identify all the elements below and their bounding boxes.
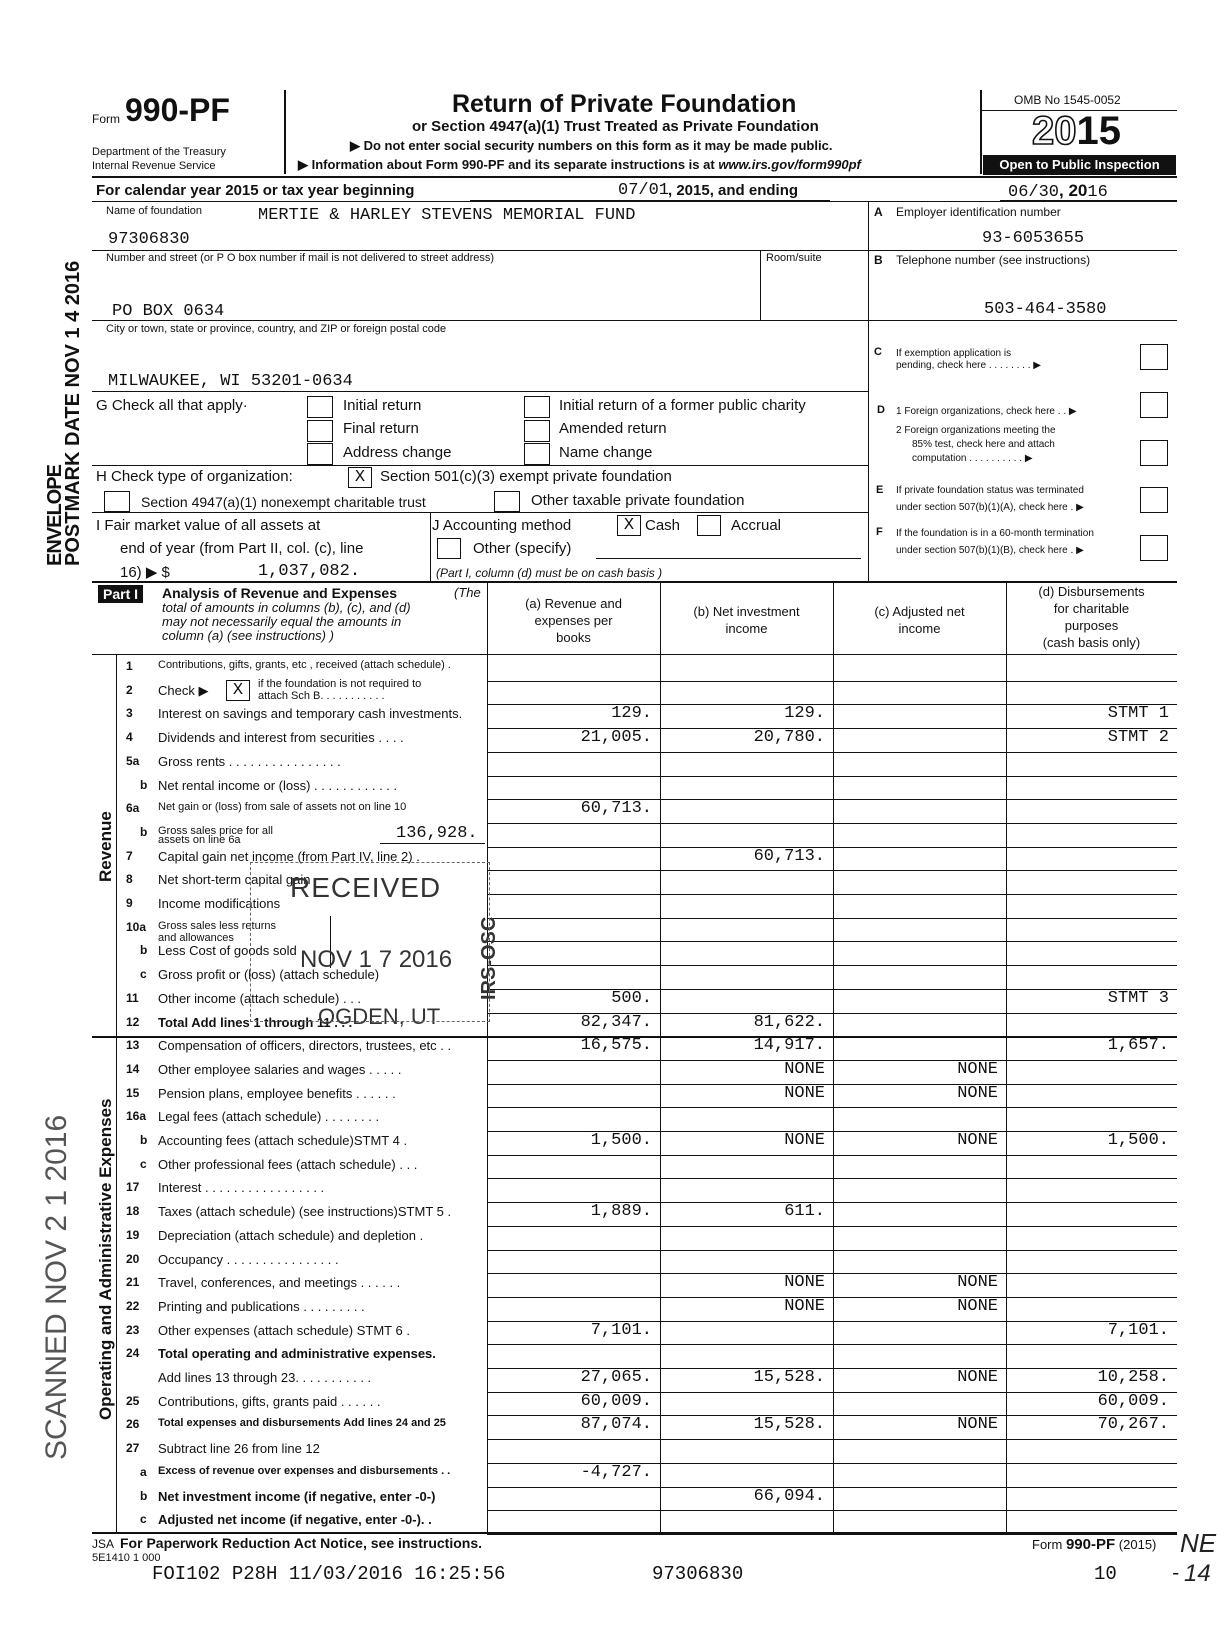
cell-a[interactable]: 16,575. [580, 1036, 652, 1056]
cell-a[interactable]: 129. [611, 704, 652, 724]
column-header-d-line: purposes [1064, 618, 1119, 633]
name-change-label: Name change [559, 444, 653, 461]
line-number: 9 [126, 896, 133, 910]
margin-note2: 14 [1184, 1560, 1211, 1587]
column-header-d-line: (cash basis only) [1042, 635, 1141, 650]
cell-d[interactable]: 60,009. [1097, 1391, 1169, 1411]
cell-b[interactable]: 14,917. [753, 1036, 825, 1056]
exemption-pending-checkbox[interactable] [1140, 344, 1168, 370]
foundation-name[interactable]: MERTIE & HARLEY STEVENS MEMORIAL FUND [258, 206, 636, 225]
end-date: 06/30, 2016 [1008, 181, 1108, 202]
cell-b[interactable]: 66,094. [753, 1486, 825, 1506]
amended-return-checkbox[interactable] [524, 420, 550, 442]
part-i-desc4: column (a) (see instructions) ) [162, 628, 334, 643]
form-title: Return of Private Foundation [452, 90, 797, 118]
line-number: 13 [126, 1038, 140, 1053]
amended-return-label: Amended return [559, 420, 667, 437]
part-i-desc2: total of amounts in columns (b), (c), and (d) [162, 600, 411, 615]
c-text1: If exemption application is [896, 348, 1012, 359]
envelope-stamp: ENVELOPE [44, 465, 66, 566]
part-i-desc3: may not necessarily equal the amounts in [162, 614, 402, 629]
name-label: Name of foundation [106, 205, 203, 217]
row-label: Add lines 13 through 23. . . . . . . . . . . [158, 1370, 372, 1385]
line-number: 1 [126, 659, 133, 673]
irs-url: www.irs.gov/form990pf [718, 157, 861, 172]
initial-former-checkbox[interactable] [524, 396, 550, 418]
other-taxable-label: Other taxable private foundation [531, 492, 745, 509]
i-line3: 16) ▶ $ [120, 564, 170, 581]
ein-letter: A [874, 205, 883, 219]
row-label: Dividends and interest from securities . . . . [158, 730, 404, 746]
row-label: Total expenses and disbursements Add lines 24 and 25 [158, 1417, 446, 1430]
line-number: b [140, 777, 148, 792]
page-number: 10 [1094, 1563, 1117, 1585]
cell-a[interactable]: 27,065. [580, 1368, 652, 1387]
cell-a[interactable]: -4,727. [580, 1462, 652, 1482]
final-return-checkbox[interactable] [307, 420, 333, 442]
cell-b[interactable]: NONE [784, 1131, 825, 1150]
page-dash: - [1170, 1563, 1182, 1585]
4947-label: Section 4947(a)(1) nonexempt charitable trust [141, 494, 426, 510]
line-number: 5a [126, 753, 140, 768]
c-text2: pending, check here . . . . . . . . ▶ [896, 360, 1041, 371]
row-label: Net investment income (if negative, enter -0-) [158, 1488, 436, 1504]
line-number: 24 [126, 1346, 140, 1361]
ein-value[interactable]: 93-6053655 [982, 229, 1085, 248]
row-label: Other professional fees (attach schedule) . . . [158, 1156, 418, 1172]
cell-b[interactable]: NONE [784, 1083, 825, 1103]
cash-basis-note: (Part I, column (d) must be on cash basis ) [436, 566, 663, 580]
row-label: Gross sales price for all [158, 824, 273, 837]
line-number: 10a [126, 919, 147, 934]
received-date-stamp: NOV 1 7 2016 [300, 946, 453, 973]
row-label: Occupancy . . . . . . . . . . . . . . . . [158, 1251, 339, 1267]
line-number: 4 [126, 730, 133, 745]
cash-label: Cash [645, 517, 681, 534]
i-line2: end of year (from Part II, col. (c), line [120, 540, 364, 557]
row-label: Interest on savings and temporary cash investments. [158, 706, 463, 722]
info-note: ▶ Information about Form 990-PF and its separate instructions is at www.irs.gov/form990pf [298, 157, 861, 172]
column-header-d-line: for charitable [1053, 601, 1130, 616]
row-label: Accounting fees (attach schedule)STMT 4 . [158, 1133, 408, 1148]
cell-d[interactable]: 70,267. [1097, 1415, 1169, 1435]
row-label: Total operating and administrative expenses. [158, 1346, 436, 1362]
line-number: 19 [126, 1227, 140, 1242]
line-number: 25 [126, 1393, 140, 1408]
row-label: Gross profit or (loss) (attach schedule) [158, 967, 380, 983]
account-number[interactable]: 97306830 [108, 230, 190, 249]
gross-sales-price-value[interactable]: 136,928. [396, 824, 478, 843]
d-letter: D [877, 404, 885, 416]
line-number: 26 [126, 1417, 140, 1432]
cell-c[interactable]: NONE [957, 1368, 998, 1387]
scanned-stamp: SCANNED NOV 2 1 2016 [40, 1114, 73, 1460]
cell-c[interactable]: NONE [957, 1083, 998, 1103]
line-number: 27 [126, 1441, 140, 1456]
line-number: 17 [126, 1180, 140, 1195]
footer-jsa: JSA [92, 1537, 115, 1551]
cell-a[interactable]: 60,009. [580, 1391, 652, 1411]
line-number: c [140, 1156, 147, 1171]
cell-b[interactable]: 15,528. [753, 1368, 825, 1387]
irs-osc-stamp: IRS-OSC [478, 916, 500, 1000]
street-address[interactable]: PO BOX 0634 [112, 302, 225, 321]
c-letter: C [874, 346, 882, 358]
line-number: b [140, 943, 148, 958]
row-label: Pension plans, employee benefits . . . . . . [158, 1085, 396, 1101]
ein-label: Employer identification number [896, 205, 1061, 219]
line-number: 2 [126, 682, 133, 697]
cell-c[interactable]: NONE [957, 1131, 998, 1150]
ogden-stamp: OGDEN, UT [318, 1004, 441, 1029]
d2-text2: 85% test, check here and attach [912, 439, 1055, 450]
row-label: Income modifications [158, 896, 281, 911]
row-label: Printing and publications . . . . . . . . . [158, 1298, 365, 1314]
line-number: b [140, 1133, 148, 1147]
line-number: 20 [126, 1251, 140, 1266]
part-i-title: Analysis of Revenue and Expenses [162, 585, 397, 601]
line-number: 23 [126, 1322, 140, 1337]
f-text1: If the foundation is in a 60-month termination [896, 528, 1094, 539]
cell-b[interactable]: 15,528. [753, 1415, 825, 1435]
row-label: Subtract line 26 from line 12 [158, 1441, 320, 1457]
phone-value[interactable]: 503-464-3580 [984, 300, 1107, 319]
other-method-checkbox[interactable] [437, 538, 461, 559]
row-label: Interest . . . . . . . . . . . . . . . . . [158, 1180, 325, 1196]
dept-line2: Internal Revenue Service [92, 160, 216, 172]
row-label: Compensation of officers, directors, trustees, etc . . [158, 1038, 452, 1054]
f-text2: under section 507(b)(1)(B), check here . ▶ [896, 545, 1084, 556]
open-public-banner: Open to Public Inspection [983, 155, 1176, 175]
line-number: c [140, 967, 147, 982]
row-label: Contributions, gifts, grants paid . . . . . . [158, 1393, 381, 1409]
line-number: 3 [126, 706, 133, 721]
row-label: Legal fees (attach schedule) . . . . . . . . [158, 1109, 380, 1125]
final-return-label: Final return [343, 420, 419, 437]
e-text2: under section 507(b)(1)(A), check here . ▶ [896, 502, 1084, 513]
row-label: Depreciation (attach schedule) and depletion . [158, 1227, 424, 1243]
ssn-warning: ▶ Do not enter social security numbers on this form as it may be made public. [350, 138, 833, 153]
calendar-prefix: For calendar year 2015 or tax year beginning [96, 182, 415, 199]
row-label: Total Add lines 1 through 11 . . . [158, 1014, 353, 1030]
margin-note1: NE [1180, 1528, 1217, 1558]
d2-text1: 2 Foreign organizations meeting the [896, 425, 1056, 436]
part-i-tag: Part I [98, 585, 143, 603]
cell-a[interactable]: 500. [611, 988, 652, 1008]
cell-b[interactable]: 60,713. [753, 846, 825, 866]
g-label: G Check all that apply· [96, 397, 248, 414]
tax-year: 2015 [1032, 109, 1121, 153]
footer-form: Form 990-PF (2015) [1032, 1536, 1157, 1553]
revenue-label: Revenue [96, 811, 115, 882]
row6b-text2: assets on line 6a [158, 834, 241, 846]
row10a-text2: and allowances [158, 932, 234, 944]
4947-checkbox[interactable] [104, 491, 130, 512]
line-number: b [140, 824, 148, 839]
line-number: 22 [126, 1298, 140, 1313]
accrual-label: Accrual [731, 517, 782, 534]
other-method-label: Other (specify) [473, 540, 572, 557]
line-number: c [140, 1512, 147, 1527]
cell-d[interactable]: 1,657. [1107, 1036, 1169, 1056]
jsa-code: 5E1410 1 000 [92, 1552, 161, 1564]
part-i-desc1: (The [454, 585, 481, 600]
line-number: 7 [126, 848, 133, 863]
row-label: Gross sales less returns [158, 919, 276, 932]
f-letter: F [876, 526, 883, 538]
cell-b[interactable]: 129. [784, 704, 825, 724]
cell-c[interactable]: NONE [957, 1415, 998, 1435]
row-label: Gross rents . . . . . . . . . . . . . . . . [158, 753, 341, 769]
initial-former-label: Initial return of a former public charity [559, 397, 806, 414]
sch-b-checkbox[interactable]: X [226, 680, 250, 701]
line-number: a [140, 1464, 147, 1479]
e-letter: E [876, 484, 884, 496]
501c3-checkbox[interactable]: X [348, 467, 372, 488]
d1-text: 1 Foreign organizations, check here . . ▶ [896, 406, 1077, 417]
column-header-c-line: (c) Adjusted net [874, 604, 965, 619]
row-label: Net short-term capital gain [158, 872, 311, 888]
h-label: H Check type of organization: [96, 468, 293, 485]
cell-b[interactable]: NONE [784, 1059, 825, 1079]
line-number: 8 [126, 872, 133, 887]
row-label: Contributions, gifts, grants, etc , received (attach schedule) . [158, 659, 451, 671]
line-number: 11 [126, 990, 139, 1005]
sch-b-text1: if the foundation is not required to [258, 678, 422, 690]
other-taxable-checkbox[interactable] [494, 491, 520, 512]
row-label: Other employee salaries and wages . . . . . [158, 1061, 402, 1077]
cell-b[interactable]: NONE [784, 1273, 825, 1293]
form-number: 990-PF [125, 92, 230, 128]
accounting-method-label: J Accounting method [432, 517, 572, 534]
paperwork-notice: For Paperwork Reduction Act Notice, see instructions. [120, 1535, 482, 1551]
row-label: Taxes (attach schedule) (see instructions)STMT 5 . [158, 1204, 452, 1220]
cell-d[interactable]: 7,101. [1107, 1320, 1169, 1340]
line-number: 18 [126, 1204, 140, 1219]
e-text1: If private foundation status was terminated [896, 485, 1084, 496]
f-checkbox[interactable] [1140, 535, 1168, 561]
row-label: Net gain or (loss) from sale of assets not on line 10 [158, 801, 407, 814]
dept-line1: Department of the Treasury [92, 146, 226, 158]
line-number: 16a [126, 1109, 147, 1124]
cell-b[interactable]: NONE [784, 1296, 825, 1316]
footer-account: 97306830 [652, 1563, 744, 1585]
sch-b-text2: attach Sch B. . . . . . . . . . . [258, 690, 385, 702]
row-label: Net rental income or (loss) . . . . . . . . . . . . [158, 777, 398, 793]
cell-a[interactable]: 87,074. [580, 1415, 652, 1435]
i-line1: I Fair market value of all assets at [96, 517, 321, 534]
cell-a[interactable]: 7,101. [590, 1320, 652, 1340]
omb-number: OMB No 1545-0052 [1014, 93, 1121, 107]
line-number: b [140, 1488, 148, 1503]
column-header-a-line: (a) Revenue and [525, 596, 622, 611]
cell-c[interactable]: NONE [957, 1273, 998, 1293]
foreign-85-checkbox[interactable] [1140, 440, 1168, 466]
line-number: 21 [126, 1275, 140, 1290]
phone-letter: B [874, 253, 883, 267]
cell-a[interactable]: 60,713. [580, 799, 652, 819]
form-label: Form [92, 112, 120, 126]
expenses-label: Operating and Administrative Expenses [96, 1098, 115, 1420]
column-header-c-line: income [898, 621, 941, 636]
cell-a[interactable]: 1,889. [590, 1202, 652, 1222]
cell-a[interactable]: 82,347. [580, 1012, 652, 1032]
name-change-checkbox[interactable] [524, 443, 550, 465]
initial-return-checkbox[interactable] [307, 396, 333, 418]
column-header-a-line: books [556, 630, 591, 645]
street-label: Number and street (or P O box number if mail is not delivered to street address) [106, 252, 495, 264]
d2-text3: computation . . . . . . . . . . ▶ [912, 453, 1033, 464]
address-change-label: Address change [343, 444, 452, 461]
cell-c[interactable]: NONE [957, 1296, 998, 1316]
cell-d[interactable]: 1,500. [1107, 1131, 1169, 1150]
column-header-d-line: (d) Disbursements [1038, 584, 1145, 599]
city-label: City or town, state or province, country, and ZIP or foreign postal code [106, 323, 447, 335]
cell-a[interactable]: 21,005. [580, 728, 652, 748]
column-header-a-line: expenses per [534, 613, 613, 628]
calendar-mid: , 2015, and ending [668, 182, 799, 199]
cell-a[interactable]: 1,500. [590, 1131, 652, 1150]
line-number: 14 [126, 1061, 140, 1076]
row-label: Adjusted net income (if negative, enter -0-). . [158, 1512, 432, 1528]
cell-d[interactable]: STMT 3 [1107, 988, 1169, 1008]
cell-b[interactable]: 611. [784, 1202, 825, 1222]
row-label: Other expenses (attach schedule) STMT 6 . [158, 1322, 410, 1338]
begin-date[interactable]: 07/01 [618, 181, 670, 200]
received-stamp: RECEIVED [290, 872, 442, 903]
line-number: 15 [126, 1085, 140, 1100]
cell-b[interactable]: 20,780. [753, 728, 825, 748]
row-label: Other income (attach schedule) . . . [158, 990, 362, 1006]
row-label: Check ▶ [158, 682, 209, 698]
column-header-b-line: (b) Net investment [693, 604, 800, 619]
cell-d[interactable]: 10,258. [1097, 1368, 1169, 1387]
row-label: Capital gain net income (from Part IV, line 2) . [158, 848, 420, 864]
city-state-zip[interactable]: MILWAUKEE, WI 53201-0634 [108, 372, 353, 391]
row-label: Less Cost of goods sold [158, 943, 297, 959]
e-checkbox[interactable] [1140, 487, 1168, 513]
address-change-checkbox[interactable] [307, 443, 333, 465]
row-label: Travel, conferences, and meetings . . . . . . [158, 1275, 401, 1291]
row-label: Excess of revenue over expenses and disbursements . . [158, 1464, 451, 1477]
501c3-label: Section 501(c)(3) exempt private foundation [380, 468, 672, 485]
initial-return-label: Initial return [343, 397, 422, 414]
room-label: Room/suite [766, 252, 822, 264]
line-number: 12 [126, 1014, 140, 1029]
cell-d[interactable]: STMT 2 [1107, 728, 1169, 748]
fmv-value[interactable]: 1,037,082. [258, 562, 361, 581]
form-subtitle: or Section 4947(a)(1) Trust Treated as Private Foundation [412, 118, 819, 135]
print-line: FOI102 P28H 11/03/2016 16:25:56 [152, 1563, 506, 1585]
column-header-b-line: income [725, 621, 768, 636]
accrual-checkbox[interactable] [697, 515, 721, 536]
line-number: 6a [126, 801, 140, 816]
cash-checkbox[interactable]: X [617, 515, 641, 536]
cell-b[interactable]: 81,622. [753, 1012, 825, 1032]
cell-d[interactable]: STMT 1 [1107, 704, 1169, 724]
postmark-stamp: POSTMARK DATE NOV 1 4 2016 [62, 260, 84, 566]
cell-c[interactable]: NONE [957, 1059, 998, 1079]
foreign-org-checkbox[interactable] [1140, 392, 1168, 418]
phone-label: Telephone number (see instructions) [896, 253, 1091, 267]
